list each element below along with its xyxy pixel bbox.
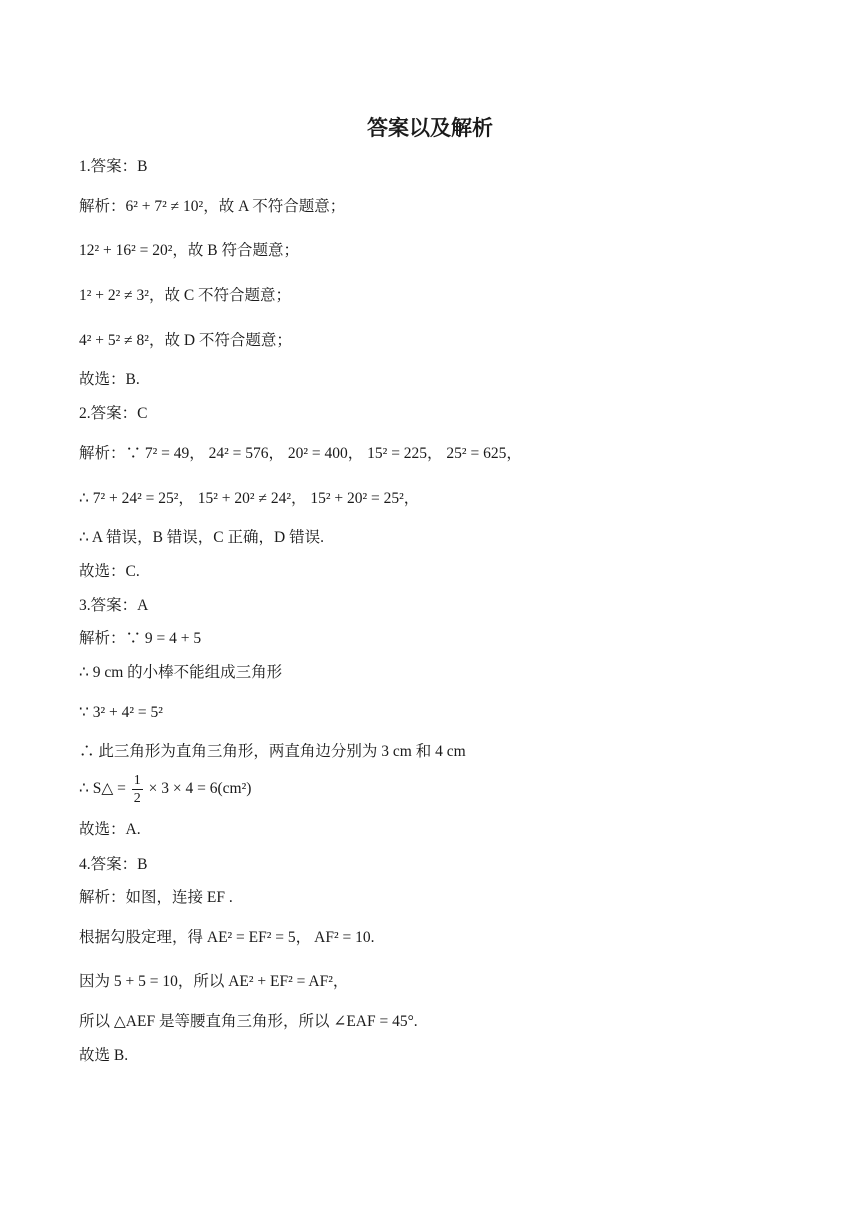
fraction-denominator: 2	[133, 791, 141, 806]
analysis-3-line-b: ∴ 9 cm 的小棒不能组成三角形	[79, 664, 283, 681]
analysis-1-line-b: 12² + 16² = 20²，故 B 符合题意；	[79, 242, 300, 259]
fraction-one-half	[132, 772, 143, 807]
analysis-4-line-a: 解析：如图，连接 EF .	[79, 889, 233, 906]
choice-1: 故选：B.	[79, 371, 140, 388]
answer-1: 1.答案：B	[79, 158, 148, 175]
area-formula-rhs: × 3 × 4 = 6(cm²)	[148, 780, 252, 798]
choice-4: 故选 B.	[79, 1047, 129, 1064]
analysis-4-line-b: 根据勾股定理，得 AE² = EF² = 5， AF² = 10.	[79, 929, 375, 946]
page-title: 答案以及解析	[367, 116, 493, 140]
analysis-1-line-d: 4² + 5² ≠ 8²，故 D 不符合题意；	[79, 332, 292, 349]
analysis-2-line-b: ∴ 7² + 24² = 25²， 15² + 20² ≠ 24²， 15² + 20² = 25²，	[79, 490, 420, 507]
analysis-3-line-d: ∴ 此三角形为直角三角形，两直角边分别为 3 cm 和 4 cm	[79, 743, 466, 760]
answer-4: 4.答案：B	[79, 856, 148, 873]
answer-3: 3.答案：A	[79, 597, 149, 614]
choice-3: 故选：A.	[79, 821, 141, 838]
analysis-4-line-d: 所以 △AEF 是等腰直角三角形，所以 ∠EAF = 45°.	[79, 1013, 418, 1030]
analysis-3-area-formula	[79, 772, 251, 807]
analysis-3-line-a: 解析：∵ 9 = 4 + 5	[79, 630, 202, 647]
analysis-1-line-c: 1² + 2² ≠ 3²，故 C 不符合题意；	[79, 287, 292, 304]
answer-2: 2.答案：C	[79, 405, 148, 422]
area-formula-lhs: ∴ S△ =	[79, 780, 126, 798]
analysis-3-line-c: ∵ 3² + 4² = 5²	[79, 704, 163, 721]
analysis-2-line-c: ∴ A 错误，B 错误，C 正确，D 错误.	[79, 529, 324, 546]
analysis-1-line-a: 解析：6² + 7² ≠ 10²，故 A 不符合题意；	[79, 198, 346, 215]
choice-2: 故选：C.	[79, 563, 140, 580]
analysis-4-line-c: 因为 5 + 5 = 10，所以 AE² + EF² = AF²，	[79, 973, 349, 990]
analysis-2-line-a: 解析：∵ 7² = 49， 24² = 576， 20² = 400， 15² = 225， 25² = 625，	[79, 445, 522, 462]
fraction-numerator: 1	[133, 773, 141, 788]
